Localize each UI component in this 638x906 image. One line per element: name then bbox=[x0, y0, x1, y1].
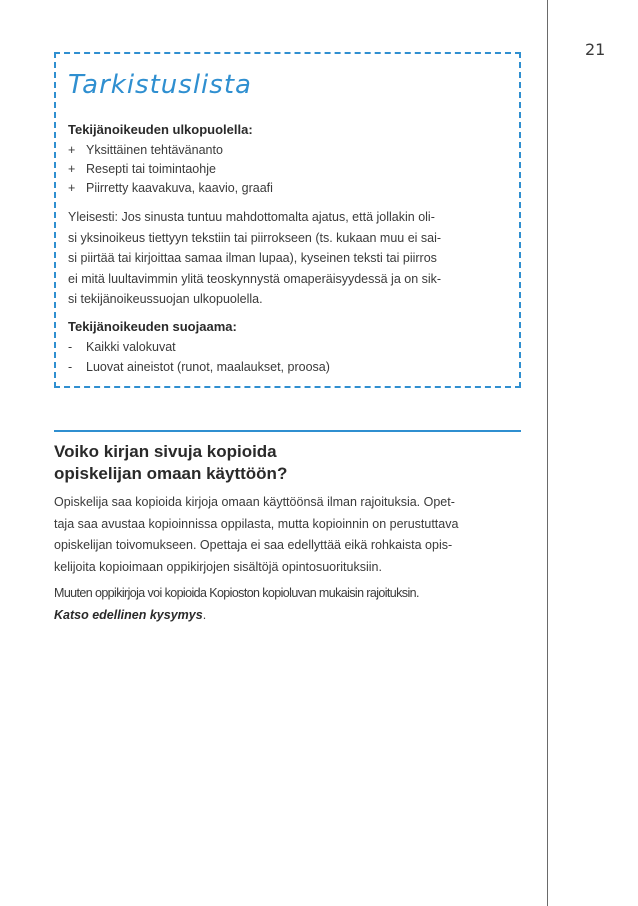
plus-marker: + bbox=[68, 181, 76, 195]
list-item-text: Piirretty kaavakuva, kaavio, graafi bbox=[86, 181, 273, 195]
page-margin-line bbox=[547, 0, 548, 906]
faq-answer-followup bbox=[54, 583, 521, 626]
see-previous-link[interactable]: Katso edellinen kysymys bbox=[54, 607, 203, 622]
faq-answer bbox=[54, 492, 521, 578]
see-previous-period: . bbox=[202, 607, 207, 622]
list-item-text: Luovat aineistot (runot, maalaukset, proosa) bbox=[86, 360, 330, 374]
list-item bbox=[68, 162, 216, 176]
list-item bbox=[68, 360, 330, 374]
plus-marker: + bbox=[68, 143, 76, 157]
list-item bbox=[68, 340, 176, 354]
outside-copyright-heading: Tekijänoikeuden ulkopuolella: bbox=[68, 122, 253, 137]
list-item-text: Yksittäinen tehtävänanto bbox=[86, 143, 223, 157]
list-item bbox=[68, 143, 223, 157]
faq-question-line: Voiko kirjan sivuja kopioida bbox=[54, 442, 277, 461]
paragraph-line: Yleisesti: Jos sinusta tuntuu mahdottomalta ajatus, että jollakin oli- bbox=[68, 210, 435, 224]
answer-line: Opiskelija saa kopioida kirjoja omaan käyttöönsä ilman rajoituksia. Opet- bbox=[54, 495, 455, 509]
faq-question-line: opiskelijan omaan käyttöön? bbox=[54, 464, 288, 483]
answer-line: opiskelijan toivomukseen. Opettaja ei saa edellyttää eikä rohkaista opis- bbox=[54, 538, 453, 552]
paragraph-line: si piirtää tai kirjoittaa samaa ilman lupaa), kyseinen teksti tai piirros bbox=[68, 251, 437, 265]
answer-line: Muuten oppikirjoja voi kopioida Kopioston kopioluvan mukaisin rajoituksin. bbox=[54, 586, 419, 600]
paragraph-line: si tekijänoikeussuojan ulkopuolella. bbox=[68, 292, 263, 306]
plus-marker: + bbox=[68, 162, 76, 176]
answer-line: kelijoita kopioimaan oppikirjojen sisältöjä opintosuorituksiin. bbox=[54, 559, 382, 574]
dash-marker: - bbox=[68, 360, 73, 374]
dash-marker: - bbox=[68, 340, 73, 354]
paragraph-line: ei mitä luultavimmin ylitä teoskynnystä omaperäisyydessä ja on sik- bbox=[68, 271, 442, 286]
see-previous-line bbox=[54, 605, 521, 627]
answer-line: taja saa avustaa kopioinnissa oppilasta, mutta kopioinnin on perustuttava bbox=[54, 516, 459, 531]
section-divider bbox=[54, 430, 521, 432]
page-number: 21 bbox=[585, 40, 606, 59]
checklist-title: Tarkistuslista bbox=[68, 70, 252, 100]
paragraph-line: si yksinoikeus tiettyyn tekstiin tai piirrokseen (ts. kukaan muu ei sai- bbox=[68, 230, 442, 245]
list-item-text: Resepti tai toimintaohje bbox=[86, 162, 216, 176]
checklist-box bbox=[54, 52, 521, 388]
list-item-text: Kaikki valokuvat bbox=[86, 340, 176, 354]
list-item bbox=[68, 181, 273, 195]
general-paragraph bbox=[68, 207, 508, 310]
protected-heading: Tekijänoikeuden suojaama: bbox=[68, 319, 237, 334]
faq-question bbox=[54, 441, 521, 485]
